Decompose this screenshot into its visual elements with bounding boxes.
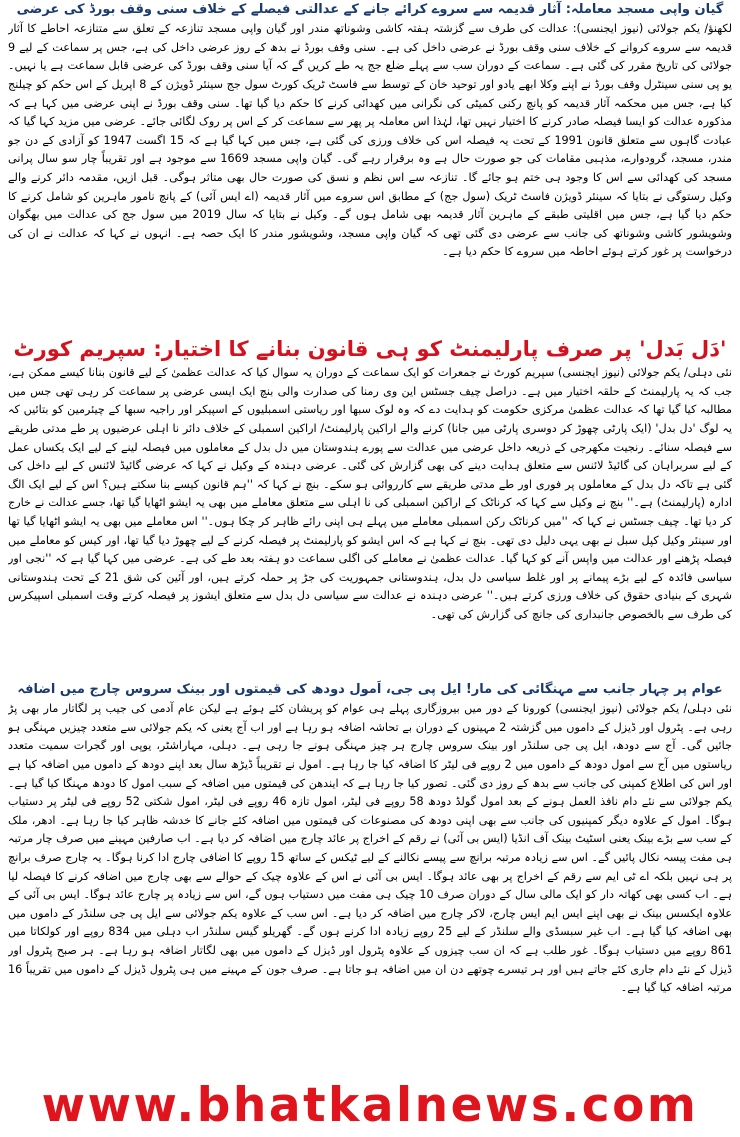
article-headline: گیان واپی مسجد معاملہ: آثار قدیمہ سے سروے کرائے جانے کے عدالتی فیصلے کے خلاف سنی وقف بورڈ کی عرضی <box>16 2 724 17</box>
article-body: نئی دہلی/ یکم جولائی (نیوز ایجنسی) سپریم کورٹ نے جمعرات کو ایک سماعت کے دوران یہ سوال کیا کہ عدالت عظمیٰ کے لیے قانون بنانا کیسے ممکن ہے، جب کہ یہ پارلیمنٹ کے حلقہ اختیار میں ہے۔ دراصل چیف جسٹس این وی رمنا کی صدارت والی بنچ ایک ایسی عرضی پر سماعت کر رہی تھی جس میں مطالبہ کیا گیا تھا کہ عدالت عظمیٰ مرکزی حکومت کو ہدایت دے کہ وہ لوک سبھا اور ریاستی اسمبلیوں کے اسپیکر اور راجیہ سبھا کے چیئرمین کو بتائیں کہ یہ لوگ 'دل بدل' (ایک پارٹی چھوڑ کر دوسری پارٹی میں جانا) کرنے والے اراکین پارلیمنٹ/ اراکین اسمبلی کے خلاف دائر نا اہلی عرضیوں پر طے مدتی طریقے سے فیصلہ سنائے۔ رنجیت مکھرجی کے ذریعہ داخل عرضی میں عدالت سے پورے ہندوستان میں دل بدل کے معاملوں میں فیصلہ لینے کے لیے ایک یکساں عمل کے لیے سربراہان کی گائیڈ لائنس سے متعلق ہدایت دینے کی بھی گزارش کی گئی۔ عرضی دہندہ کے وکیل نے کہا کہ عرضی گائیڈ لائنس کے لیے داخل کی گئی ہے تاکہ دل بدل کے معاملوں پر فوری اور طے مدتی طریقے سے کارروائی ہو سکے۔ بنچ نے کہا کہ ''ہم قانون کیسے بنا سکتے ہیں؟ اس کے لیے ایک الگ ادارہ (پارلیمنٹ) ہے۔'' بنچ نے وکیل سے کہا کہ کرناٹک کے اراکین اسمبلی کی نا اہلی سے متعلق معاملے میں بھی یہ ایشو اٹھایا گیا تھا، جسے عدالت نے خارج کر دیا تھا۔ چیف جسٹس نے کہا کہ ''میں کرناٹک رکن اسمبلی معاملے میں پہلے ہی اپنی رائے ظاہر کر چکا ہوں۔'' اس معاملے میں بھی یہ ایشو اٹھایا گیا تھا اور سینئر وکیل کپل سبل نے بھی یہی دلیل دی تھی۔ بنچ نے کہا ہے کہ اس ایشو کو پارلیمنٹ پر فیصلہ کرنے کے لیے چھوڑ دیا گیا تھا، اور کیس کو معاملے میں فیصلہ پڑھنے اور عدالت میں واپس آنے کو کہا گیا۔ عدالت عظمیٰ نے معاملے کی اگلی سماعت دو ہفتہ بعد طے کی ہے۔ عرضی میں کہا گیا ہے کہ ''نجی اور سیاسی فائدہ کے لیے بڑے پیمانے پر اور غلط سیاسی دل بدل، ہندوستانی جمہوریت کی جڑ پر حملہ کرتے ہیں، اور آئین کی شق 21 کے تحت ہندوستانی شہری کے بنیادی حقوق کی خلاف ورزی کرتے ہیں۔'' عرضی دہندہ نے عدالت سے سیاسی دل بدل سے متعلق ایشوز پر فیصلہ کرتے وقت اسمبلی اسپیکرس کی طرف سے بالخصوص جانبداری کی جانچ کی گزارش کی تھی۔ <box>8 366 732 621</box>
article-headline: عوام پر چہار جانب سے مہنگائی کی مار! ایل پی جی، اَمول دودھ کی قیمتوں اور بینک سروس چارج میں اضافہ <box>17 682 723 697</box>
article-defection-law <box>8 336 732 664</box>
article-inflation <box>8 682 732 1072</box>
article-body: لکھنؤ/ یکم جولائی (نیوز ایجنسی): عدالت کی طرف سے گزشتہ ہفتہ کاشی وشوناتھ مندر اور گیان واپی مسجد تنازعہ کے تعلق سے متنازعہ احاطے کا آثار قدیمہ سے سروے کروانے کے خلاف سنی وقف بورڈ نے عرضی داخل کی ہے۔ سنی وقف بورڈ نے بدھ کے روز عرضی داخل کی ہے، جس پر سماعت کے لیے 9 جولائی کی تاریخ مقرر کی گئی ہے۔ سماعت کے دوران سب سے پہلے ضلع جج یہ طے کریں گے کہ آیا سنی وقف بورڈ کی عرضی قابل سماعت ہے یا نہیں۔ یو پی سنی سینٹرل وقف بورڈ نے اپنے وکلا ابھے یادو اور توحید خان کے توسط سے فاسٹ ٹریک کورٹ سول جج سینئر ڈویژن کے 8 اپریل کے اس حکم کو چیلنج کیا ہے، جس میں محکمہ آثار قدیمہ کو پانچ رکنی کمیٹی کی نگرانی میں کھدائی کرنے کا حکم دیا گیا تھا۔ سنی وقف بورڈ نے اپنی عرضی میں کہا ہے کہ مذکورہ عدالت کو ایسا فیصلہ صادر کرنے کا اختیار نہیں تھا، لہٰذا اس معاملہ پر پھر سے سماعت کر کے اس پر روک لگائی جائے۔ عرضی میں مزید کہا گیا کہ عبادت گاہوں سے متعلق قانون 1991 کے تحت یہ فیصلہ اس کی خلاف ورزی کی گئی ہے، جس میں کہا گیا ہے کہ 15 اگست 1947 کو آزادی کے دن جو مندر، مسجد، گرودوارے، مذہبی مقامات کی جو صورت حال ہے وہ برقرار رہے گی۔ گیان واپی مسجد 1669 سے موجود ہے اور تقریباً چار سو سال پرانی مسجد کی کھدائی سے اس کا وجود ہی ختم ہو جائے گا۔ تنازعہ سے اس نظم و نسق کی صورت حال بھی متاثر ہوگی۔ قبل ازیں، مقدمہ دائر کرنے والے وکیل رستوگی نے بتایا کہ سینئر ڈویژن فاسٹ ٹریک (سول جج) کے مطابق اس سروے میں آثار قدیمہ (اے ایس آئی) کے پانچ نامور ماہرین کو شامل کرنے کا حکم دیا گیا ہے، جس میں اقلیتی طبقے کے ماہرین آثار قدیمہ بھی شامل ہوں گے۔ وکیل نے بتایا کہ سال 2019 میں سول جج کی عدالت میں بھگوان وشویشور کاشی وشوناتھ کی جانب سے عرضی دی گئی تھی کہ گیان واپی مسجد، وشویشور مندر کا ایک حصہ ہے۔ انہوں نے کہا کہ عدالت نے ان کی درخواست پر غور کرتے ہوئے احاطہ میں سروے کا حکم دیا ہے۔ <box>8 22 732 259</box>
article-body: نئی دہلی/ یکم جولائی (نیوز ایجنسی) کورونا کے دور میں بیروزگاری پہلے ہی عوام کو پریشان کئے ہوئے ہے لیکن عام آدمی کی جیب پر لگاتار مار بھی پڑ رہی ہے۔ پٹرول اور ڈیزل کے داموں میں گزشتہ 2 مہینوں کے دوران بے تحاشہ اضافہ ہو رہا ہے اور اب آج یعنی کہ یکم جولائی سے متعدد چیزیں مہنگی ہو جائیں گی۔ آج سے دودھ، ایل پی جی سلنڈر اور بینک سروس چارج ہر چیز مہنگی ہونے جا رہی ہے۔ دہلی، مہاراشٹر، یوپی اور گجرات سمیت متعدد ریاستوں میں آج سے امول دودھ کے داموں میں 2 روپے فی لیٹر کا اضافہ کیا جا رہا ہے۔ امول نے تقریباً ڈیڑھ سال بعد اپنے دودھ کے داموں میں اضافہ کیا ہے اور اس کی اطلاع کمپنی کی جانب سے بدھ کے روز دی گئی۔ تصور کیا جا رہا ہے کہ ایندھن کی قیمتوں میں اضافہ کے سبب امول کا دودھ مہنگا کیا گیا ہے۔ یکم جولائی سے نئے دام نافذ العمل ہونے کے بعد امول گولڈ دودھ 58 روپے فی لیٹر، امول تازہ 46 روپے فی لیٹر، امول شکتی 52 روپے فی لیٹر پر دستیاب ہوگا۔ امول کے علاوہ دیگر کمپنیوں کی جانب سے بھی اپنی دودھ کی مصنوعات کی قیمتوں میں اضافہ کئے جانے کا خدشہ ظاہر کیا جا رہا ہے۔ ادھر، ملک کے سب سے بڑے بینک یعنی اسٹیٹ بینک آف انڈیا (ایس بی آئی) نے رقم کے اخراج پر عائد چارج میں اضافہ کر دیا ہے۔ اب صارفین مہینے میں صرف چار مرتبہ ہی مفت پیسہ نکال پائیں گے۔ اس سے زیادہ مرتبہ برانچ سے پیسے نکالنے کے لیے ٹیکس کے ساتھ 15 روپے کا اضافی چارج ادا کرنا ہوگا۔ یہ چارج صرف برانچ پر ہی نہیں بلکہ اے ٹی ایم سے رقم کے اخراج پر بھی عائد ہوگا۔ ایس بی آئی نے اس کے علاوہ چیک کے حوالے سے بھی چارج میں اضافہ کرنے کا فیصلہ لیا ہے۔ اب کسی بھی کھاتہ دار کو ایک مالی سال کے دوران صرف 10 چیک ہی مفت میں دستیاب ہوں گے، اس سے زیادہ پر چارج عائد ہوگا۔ ایس بی آئی کے علاوہ ایکسس بینک نے بھی اپنے ایس ایم ایس چارج، لاکر چارج میں اضافہ کر دیا ہے۔ اس سب کے علاوہ یکم جولائی سے ایل پی جی سلنڈر کے داموں میں بھی اضافہ کیا گیا ہے۔ اب غیر سبسڈی والے سلنڈر کے لیے 25 روپے زیادہ ادا کرنے ہوں گے۔ گھریلو گیس سلنڈر اب دہلی میں 834 روپے اور کولکاتا میں 861 روپے میں دستیاب ہوگا۔ غور طلب ہے کہ ان سب چیزوں کے علاوہ پٹرول اور ڈیزل کے داموں میں بھی لگاتار اضافہ ہو رہا ہے۔ ہر صبح پٹرول اور ڈیزل کے نئے دام جاری کئے جاتے ہیں اور ہر تیسرے چوتھے دن ان میں اضافہ ہو جاتا ہے۔ صرف جون کے مہینے میں ہی پٹرول ڈیزل کے داموں میں تقریباً 16 مرتبہ اضافہ کیا گیا ہے۔ <box>8 702 732 995</box>
article-gyanvapi <box>8 2 732 320</box>
website-footer: www.bhatkalnews.com <box>41 1078 699 1133</box>
article-headline: 'دَل بَدل' پر صرف پارلیمنٹ کو ہی قانون بنانے کا اختیار: سپریم کورٹ <box>13 337 727 361</box>
